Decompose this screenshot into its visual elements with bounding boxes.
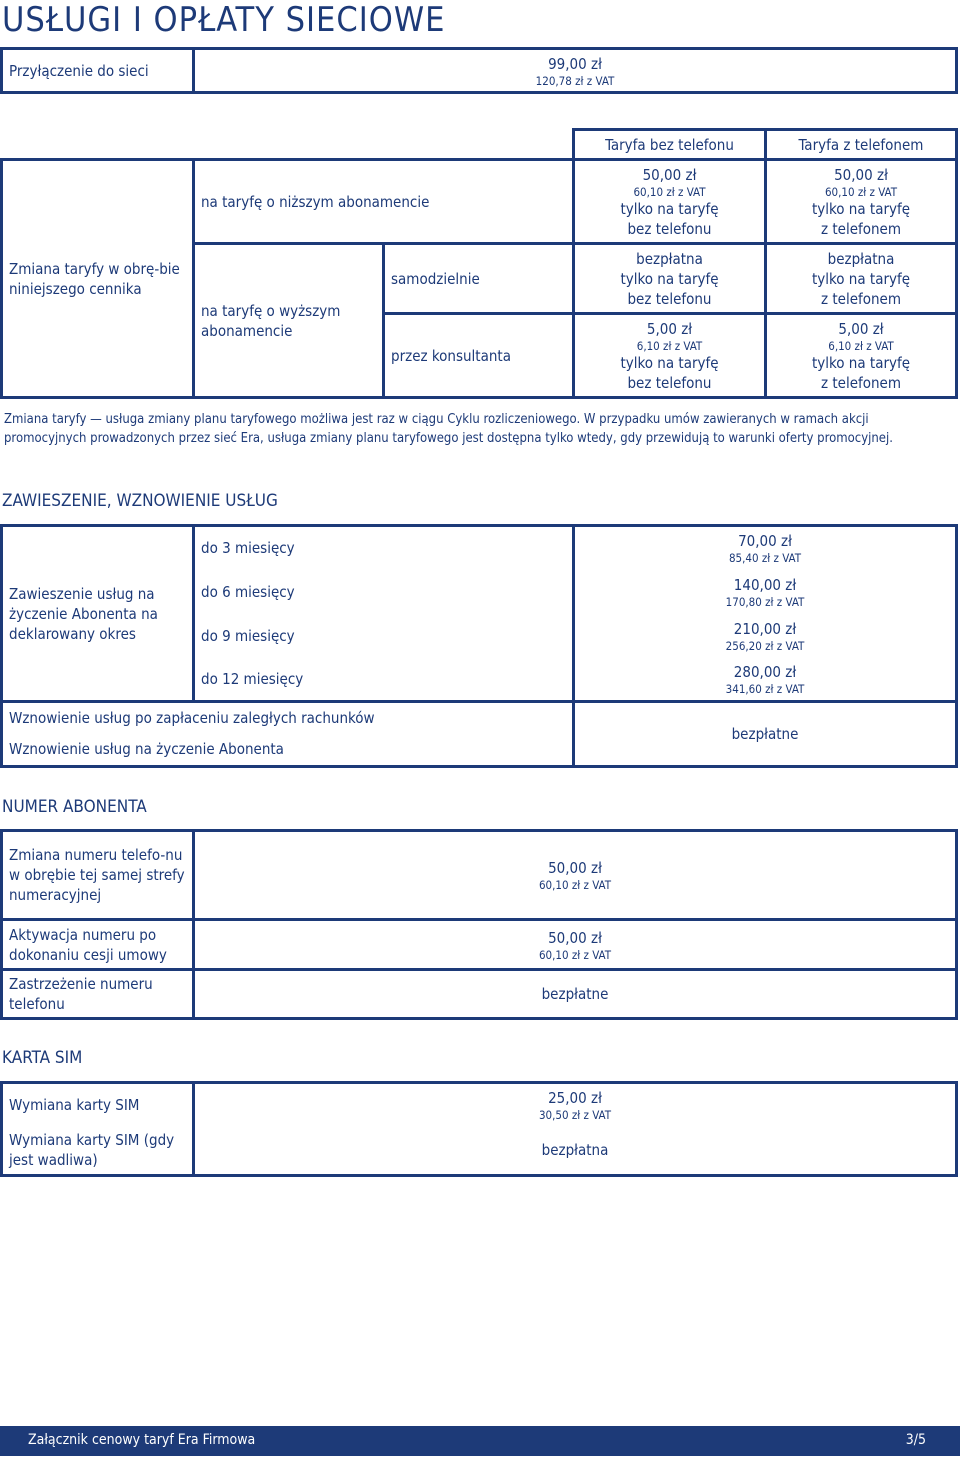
condition: tylko na taryfę [620, 199, 719, 218]
number-row-price-cell [194, 920, 957, 970]
period-price-cell [574, 658, 957, 702]
number-row-label: Zastrzeżenie numeru telefonu [2, 970, 194, 1019]
price: 210,00 zł [733, 619, 797, 638]
tariff-cons-with-phone [766, 314, 957, 398]
condition: tylko na taryfę [620, 269, 719, 288]
price: bezpłatna [636, 249, 703, 268]
condition: bez telefonu [627, 219, 712, 238]
price: 280,00 zł [733, 662, 797, 681]
tariff-change-table [0, 128, 958, 399]
price-vat: 6,10 zł z VAT [636, 338, 703, 353]
price: 50,00 zł [548, 928, 602, 947]
connection-price-cell [194, 49, 957, 93]
condition: tylko na taryfę [811, 269, 911, 288]
connection-price: 99,00 zł [548, 54, 602, 73]
period-label: do 12 miesięcy [194, 658, 574, 702]
tariff-lower-label: na taryfę o niższym abonamencie [194, 160, 574, 244]
period-label: do 9 miesięcy [194, 614, 574, 658]
price-vat: 60,10 zł z VAT [538, 947, 612, 962]
condition: bez telefonu [627, 373, 712, 392]
suspension-label: Zawieszenie usług na życzenie Abonenta na deklarowany okres [2, 526, 194, 702]
price-vat: 170,80 zł z VAT [725, 594, 805, 609]
condition: tylko na taryfę [811, 199, 911, 218]
price-vat: 341,60 zł z VAT [725, 681, 805, 696]
price: 5,00 zł [838, 319, 884, 338]
price-vat: 30,50 zł z VAT [538, 1108, 612, 1123]
tariff-change-note: Zmiana taryfy — usługa zmiany planu taryfowego możliwa jest raz w ciągu Cyklu rozliczeniowego. W przypadku umów zawieranych w ramach akcji promocyjnych prowadzonych przez sieć Era, usługa zmiany planu taryfowego jest dostępna tylko wtedy, gdy przewidują to warunki oferty promocyjnej. [4, 412, 893, 446]
resume-paid-label: Wznowienie usług po zapłaceniu zaległych rachunków [2, 702, 574, 734]
price-vat: 60,10 zł z VAT [538, 878, 612, 892]
condition: tylko na taryfę [620, 353, 719, 372]
price: 50,00 zł [642, 165, 697, 184]
sim-row-price-cell [194, 1083, 957, 1127]
tariff-self-no-phone [574, 244, 766, 314]
number-row-price-cell [194, 831, 957, 920]
price-vat: 85,40 zł z VAT [728, 551, 802, 566]
page-title: USŁUGI I OPŁATY SIECIOWE [2, 0, 446, 40]
condition: z telefonem [820, 373, 902, 392]
suspension-table [0, 524, 958, 768]
condition: z telefonem [820, 289, 902, 308]
suspension-heading: ZAWIESZENIE, WZNOWIENIE USŁUG [2, 491, 278, 511]
condition: z telefonem [820, 219, 902, 238]
connection-price-vat: 120,78 zł z VAT [535, 73, 615, 88]
subscriber-number-heading: NUMER ABONENTA [2, 797, 147, 817]
tariff-lower-no-phone [574, 160, 766, 244]
price: 5,00 zł [646, 319, 693, 338]
condition: tylko na taryfę [811, 353, 911, 372]
tariff-col-with-phone: Taryfa z telefonem [766, 130, 957, 160]
number-row-label: Aktywacja numeru po dokonaniu cesji umowy [2, 920, 194, 970]
sim-row-label: Wymiana karty SIM [2, 1083, 194, 1127]
price: 50,00 zł [834, 165, 888, 184]
condition: bez telefonu [627, 289, 712, 308]
sim-row-price: bezpłatna [194, 1127, 957, 1176]
price: 50,00 zł [548, 859, 602, 877]
price: 70,00 zł [738, 532, 792, 551]
price-vat: 6,10 zł z VAT [828, 338, 894, 353]
tariff-higher-label: na taryfę o wyższym abonamencie [194, 244, 384, 398]
page-number: 3/5 [905, 1432, 926, 1448]
sim-row-label: Wymiana karty SIM (gdy jest wadliwa) [2, 1127, 194, 1176]
price-vat: 60,10 zł z VAT [633, 184, 706, 199]
price: 140,00 zł [733, 575, 797, 594]
number-row-price: bezpłatne [194, 970, 957, 1019]
price-vat: 256,20 zł z VAT [725, 638, 805, 653]
period-price-cell [574, 570, 957, 614]
sim-heading: KARTA SIM [2, 1048, 83, 1068]
tariff-self-label: samodzielnie [384, 244, 574, 314]
footer-bar [0, 1426, 960, 1456]
period-price-cell [574, 614, 957, 658]
sim-table [0, 1081, 958, 1177]
tariff-change-label: Zmiana taryfy w obrę-bie niniejszego cennika [2, 160, 194, 398]
subscriber-number-table [0, 829, 958, 1020]
tariff-consultant-label: przez konsultanta [384, 314, 574, 398]
price: bezpłatna [827, 249, 895, 268]
price: 25,00 zł [548, 1089, 602, 1108]
connection-table [0, 47, 958, 94]
resume-price: bezpłatne [574, 702, 957, 767]
number-row-label: Zmiana numeru telefo-nu w obrębie tej samej strefy numeracyjnej [2, 831, 194, 920]
tariff-self-with-phone [766, 244, 957, 314]
period-price-cell [574, 526, 957, 570]
period-label: do 3 miesięcy [194, 526, 574, 570]
footer-title: Załącznik cenowy taryf Era Firmowa [28, 1432, 256, 1448]
price-vat: 60,10 zł z VAT [824, 184, 898, 199]
resume-request-label: Wznowienie usług na życzenie Abonenta [2, 734, 574, 767]
period-label: do 6 miesięcy [194, 570, 574, 614]
tariff-cons-no-phone [574, 314, 766, 398]
tariff-col-no-phone: Taryfa bez telefonu [574, 130, 766, 160]
connection-label: Przyłączenie do sieci [2, 49, 194, 93]
tariff-lower-with-phone [766, 160, 957, 244]
